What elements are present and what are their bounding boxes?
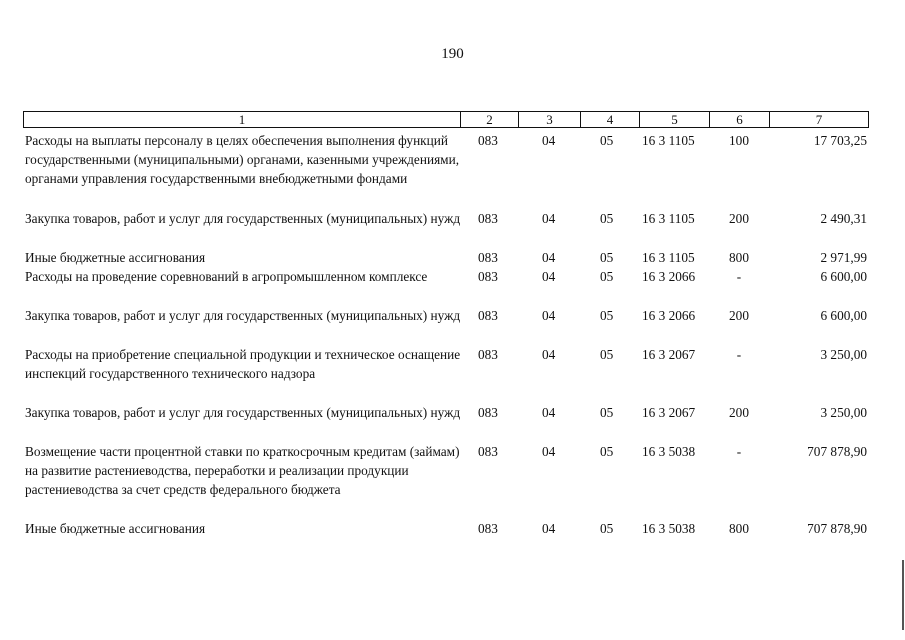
row-target-article: 16 3 2066 (642, 308, 696, 323)
row-target-article: 16 3 1105 (642, 211, 695, 226)
header-col-7: 7 (815, 112, 823, 127)
row-sum: 707 878,90 (807, 521, 867, 536)
row-expense-type: 800 (729, 250, 749, 265)
row-expense-type: - (736, 269, 742, 284)
row-description: Иные бюджетные ассигнования (25, 250, 206, 265)
row-section: 04 (542, 347, 556, 362)
row-grbs: 083 (478, 250, 498, 265)
row-target-article: 16 3 2067 (642, 405, 696, 420)
row-description: Расходы на проведение соревнований в агропромышленном комплексе (25, 269, 428, 284)
row-target-article: 16 3 5038 (642, 444, 696, 459)
row-section: 04 (542, 308, 556, 323)
row-sum: 3 250,00 (820, 347, 867, 362)
header-col-1: 1 (24, 112, 461, 127)
row-grbs: 083 (478, 405, 498, 420)
header-col-2: 2 (461, 112, 519, 127)
row-grbs: 083 (478, 269, 498, 284)
row-sum: 3 250,00 (820, 405, 867, 420)
row-expense-type: 100 (729, 133, 749, 148)
scan-edge-mark (902, 560, 904, 630)
row-grbs: 083 (478, 521, 498, 536)
row-subsection: 05 (600, 250, 614, 265)
row-description: Расходы на выплаты персоналу в целях обеспечения выполнения функций государственными (муниципальными) органами, казенными учреждениями, органами управления государственными внебюджетными фондами (25, 133, 460, 186)
row-section: 04 (542, 444, 556, 459)
row-description: Расходы на приобретение специальной продукции и техническое оснащение инспекций государственного технического надзора (25, 347, 461, 381)
row-sum: 707 878,90 (807, 444, 867, 459)
row-grbs: 083 (478, 211, 498, 226)
row-expense-type: 200 (729, 308, 749, 323)
row-description: Возмещение части процентной ставки по краткосрочным кредитам (займам) на развитие растениеводства, переработки и реализации продукции растениеводства за счет средств федерального бюджета (25, 444, 460, 497)
row-expense-type: - (736, 347, 742, 362)
header-col-5: 5 (640, 112, 710, 127)
row-description: Закупка товаров, работ и услуг для государственных (муниципальных) нужд (25, 405, 461, 420)
row-sum: 2 490,31 (820, 211, 867, 226)
row-subsection: 05 (600, 308, 614, 323)
row-subsection: 05 (600, 211, 614, 226)
row-subsection: 05 (600, 521, 614, 536)
row-target-article: 16 3 5038 (642, 521, 696, 536)
row-description: Закупка товаров, работ и услуг для государственных (муниципальных) нужд (25, 211, 461, 226)
row-subsection: 05 (600, 405, 614, 420)
row-section: 04 (542, 250, 556, 265)
row-target-article: 16 3 1105 (642, 133, 695, 148)
header-col-3: 3 (519, 112, 581, 127)
row-subsection: 05 (600, 347, 614, 362)
row-grbs: 083 (478, 444, 498, 459)
row-section: 04 (542, 133, 556, 148)
row-section: 04 (542, 521, 556, 536)
row-expense-type: 800 (729, 521, 749, 536)
row-grbs: 083 (478, 308, 498, 323)
row-description: Иные бюджетные ассигнования (25, 521, 206, 536)
row-target-article: 16 3 1105 (642, 250, 695, 265)
page-number: 190 (441, 46, 464, 62)
row-expense-type: - (736, 444, 742, 459)
row-section: 04 (542, 211, 556, 226)
row-target-article: 16 3 2066 (642, 269, 696, 284)
row-sum: 17 703,25 (813, 133, 867, 148)
row-description: Закупка товаров, работ и услуг для государственных (муниципальных) нужд (25, 308, 461, 323)
table-header (23, 111, 869, 128)
row-subsection: 05 (600, 133, 614, 148)
row-sum: 2 971,99 (820, 250, 867, 265)
row-expense-type: 200 (729, 405, 749, 420)
row-target-article: 16 3 2067 (642, 347, 696, 362)
row-section: 04 (542, 405, 556, 420)
row-sum: 6 600,00 (820, 308, 867, 323)
row-section: 04 (542, 269, 556, 284)
row-grbs: 083 (478, 133, 498, 148)
row-grbs: 083 (478, 347, 498, 362)
header-col-4: 4 (581, 112, 640, 127)
header-col-6: 6 (710, 112, 770, 127)
row-expense-type: 200 (729, 211, 749, 226)
row-subsection: 05 (600, 444, 614, 459)
row-sum: 6 600,00 (820, 269, 867, 284)
row-subsection: 05 (600, 269, 614, 284)
